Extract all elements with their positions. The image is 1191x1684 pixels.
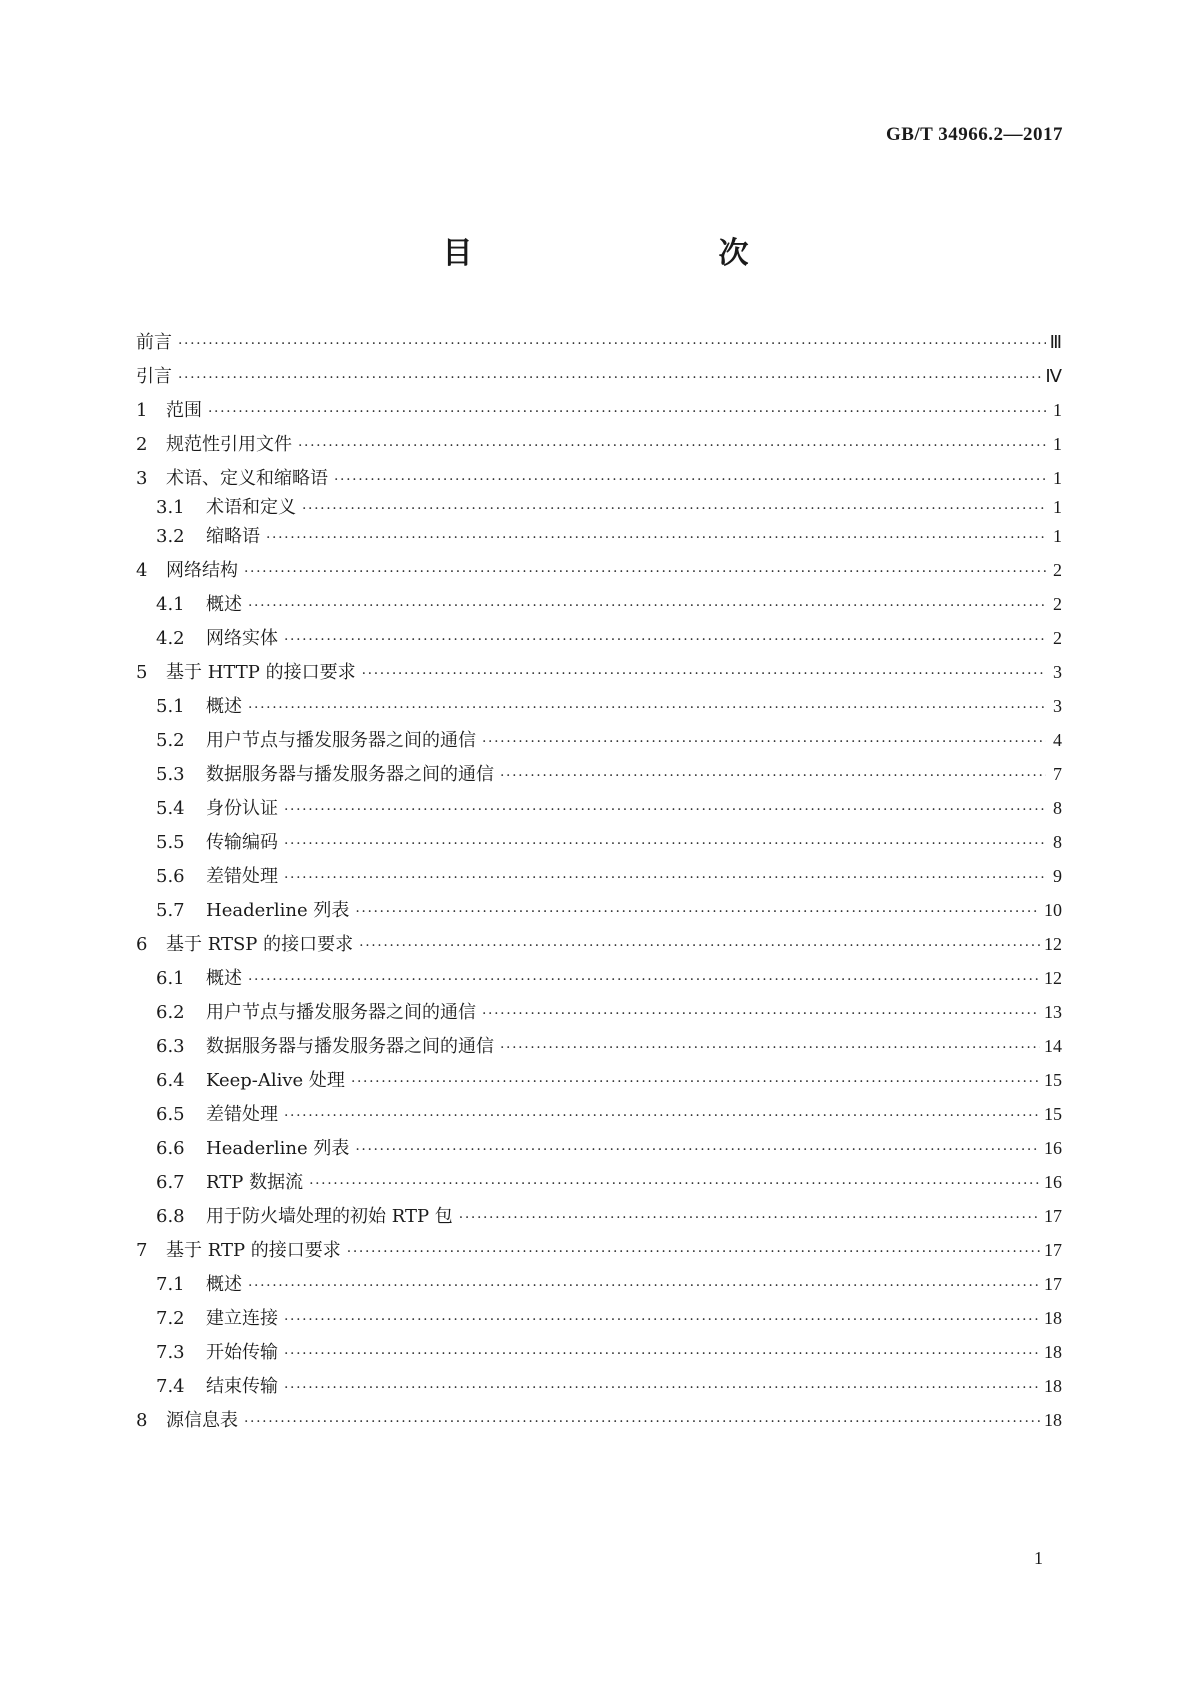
toc-entry-number: 5.7 — [156, 900, 185, 921]
toc-entry-title: 缩略语 — [206, 526, 260, 547]
toc-entry[interactable] — [156, 862, 1062, 892]
toc-entry-number: 7.1 — [156, 1274, 185, 1295]
toc-entry-title: 网络实体 — [206, 628, 278, 649]
toc-leader-dots — [459, 1210, 1040, 1226]
toc-entry[interactable] — [136, 658, 1062, 688]
toc-entry-title: 数据服务器与播发服务器之间的通信 — [206, 1036, 494, 1057]
toc-entry-title: 差错处理 — [206, 1104, 278, 1125]
toc-entry-title: 概述 — [206, 1274, 242, 1295]
toc-entry-number: 7.2 — [156, 1308, 185, 1329]
toc-entry-title: Keep-Alive 处理 — [206, 1070, 345, 1091]
toc-entry-page: 1 — [1053, 468, 1062, 488]
toc-entry-page: Ⅲ — [1049, 332, 1062, 352]
toc-leader-dots — [309, 1176, 1040, 1192]
toc-entry-number: 4.2 — [156, 628, 185, 649]
toc-leader-dots — [500, 1040, 1040, 1056]
toc-entry-title: 差错处理 — [206, 866, 278, 887]
toc-entry-page: 18 — [1044, 1342, 1062, 1362]
toc-leader-dots — [284, 1108, 1040, 1124]
toc-entry[interactable] — [136, 362, 1062, 392]
toc-entry[interactable] — [156, 1134, 1062, 1164]
toc-entry[interactable] — [156, 590, 1062, 620]
toc-entry-page: 2 — [1053, 594, 1062, 614]
toc-entry-page: 13 — [1044, 1002, 1062, 1022]
toc-entry-title: 基于 RTSP 的接口要求 — [166, 934, 354, 955]
toc-entry[interactable] — [136, 430, 1062, 460]
toc-leader-dots — [178, 336, 1046, 352]
toc-entry-page: 9 — [1053, 866, 1062, 886]
toc-entry-page: 18 — [1044, 1410, 1062, 1430]
toc-leader-dots — [284, 632, 1046, 648]
toc-entry-number: 4.1 — [156, 594, 185, 615]
toc-entry[interactable] — [156, 794, 1062, 824]
toc-entry-page: 3 — [1053, 662, 1062, 682]
toc-leader-dots — [298, 438, 1046, 454]
toc-entry[interactable] — [156, 1032, 1062, 1062]
toc-entry-page: 2 — [1053, 560, 1062, 580]
toc-entry-number: 4 — [136, 560, 148, 581]
toc-entry-title: 网络结构 — [166, 560, 238, 581]
toc-leader-dots — [284, 1346, 1040, 1362]
toc-entry-number: 5 — [136, 662, 148, 683]
toc-entry[interactable] — [156, 1338, 1062, 1368]
toc-leader-dots — [248, 1278, 1040, 1294]
toc-leader-dots — [284, 1312, 1040, 1328]
toc-entry-page: 4 — [1053, 730, 1062, 750]
toc-leader-dots — [208, 404, 1046, 420]
toc-entry-number: 8 — [136, 1410, 148, 1431]
toc-entry-number: 6 — [136, 934, 148, 955]
toc-entry[interactable] — [156, 1066, 1062, 1096]
toc-entry-title: 规范性引用文件 — [166, 434, 292, 455]
toc-entry-title: 术语和定义 — [206, 497, 296, 518]
toc-entry[interactable] — [136, 930, 1062, 960]
toc-entry[interactable] — [156, 964, 1062, 994]
toc-entry[interactable] — [156, 828, 1062, 858]
toc-leader-dots — [244, 564, 1046, 580]
toc-entry-title: 术语、定义和缩略语 — [166, 468, 328, 489]
toc-leader-dots — [284, 836, 1046, 852]
toc-entry-page: Ⅳ — [1045, 366, 1062, 386]
toc-entry[interactable] — [156, 624, 1062, 654]
toc-entry-number: 6.1 — [156, 968, 185, 989]
toc-leader-dots — [351, 1074, 1040, 1090]
toc-entry-number: 6.3 — [156, 1036, 185, 1057]
toc-entry-page: 2 — [1053, 628, 1062, 648]
toc-entry-page: 8 — [1053, 798, 1062, 818]
toc-entry-page: 16 — [1044, 1172, 1062, 1192]
toc-entry[interactable] — [156, 1304, 1062, 1334]
toc-entry[interactable] — [156, 726, 1062, 756]
toc-leader-dots — [248, 972, 1040, 988]
toc-entry-page: 1 — [1053, 497, 1062, 517]
toc-entry[interactable] — [156, 896, 1062, 926]
toc-entry-number: 5.1 — [156, 696, 185, 717]
toc-entry[interactable] — [156, 1168, 1062, 1198]
toc-entry-title: 范围 — [166, 400, 202, 421]
toc-entry[interactable] — [136, 556, 1062, 586]
toc-entry-title: 结束传输 — [206, 1376, 278, 1397]
toc-entry-number: 7 — [136, 1240, 148, 1261]
toc-leader-dots — [284, 870, 1046, 886]
toc-entry-page: 1 — [1053, 434, 1062, 454]
toc-entry-title: 用于防火墙处理的初始 RTP 包 — [206, 1206, 453, 1227]
toc-entry-page: 15 — [1044, 1070, 1062, 1090]
toc-entry-title: 引言 — [136, 366, 172, 387]
toc-entry[interactable] — [156, 1372, 1062, 1402]
toc-leader-dots — [482, 734, 1046, 750]
toc-leader-dots — [302, 501, 1046, 517]
toc-entry-page: 17 — [1044, 1240, 1062, 1260]
toc-entry-title: Headerline 列表 — [206, 900, 350, 921]
toc-entry-page: 17 — [1044, 1274, 1062, 1294]
toc-entry[interactable] — [156, 522, 1062, 552]
toc-entry-title: 开始传输 — [206, 1342, 278, 1363]
toc-entry-page: 8 — [1053, 832, 1062, 852]
toc-entry-title: 建立连接 — [206, 1308, 278, 1329]
toc-entry[interactable] — [136, 1236, 1062, 1266]
toc-entry-number: 5.4 — [156, 798, 185, 819]
toc-entry-number: 5.5 — [156, 832, 185, 853]
toc-entry-page: 15 — [1044, 1104, 1062, 1124]
toc-entry-number: 5.6 — [156, 866, 185, 887]
toc-entry-number: 6.4 — [156, 1070, 185, 1091]
toc-entry[interactable] — [136, 464, 1062, 494]
toc-entry-page: 18 — [1044, 1308, 1062, 1328]
toc-entry-page: 12 — [1044, 968, 1062, 988]
toc-leader-dots — [355, 904, 1040, 920]
toc-entry-number: 5.3 — [156, 764, 185, 785]
toc-entry-page: 14 — [1044, 1036, 1062, 1056]
toc-entry-title: 基于 RTP 的接口要求 — [166, 1240, 341, 1261]
toc-entry[interactable] — [136, 396, 1062, 426]
toc-leader-dots — [347, 1244, 1040, 1260]
toc-entry-number: 3.1 — [156, 497, 185, 518]
toc-entry-page: 18 — [1044, 1376, 1062, 1396]
toc-entry-number: 6.8 — [156, 1206, 185, 1227]
toc-entry-number: 1 — [136, 400, 148, 421]
toc-entry[interactable] — [136, 1406, 1062, 1436]
toc-entry[interactable] — [136, 328, 1062, 358]
toc-entry-title: RTP 数据流 — [206, 1172, 304, 1193]
toc-entry-number: 3.2 — [156, 526, 185, 547]
toc-entry-title: 身份认证 — [206, 798, 278, 819]
toc-entry[interactable] — [156, 760, 1062, 790]
page-title: 目 次 — [442, 236, 811, 271]
toc-leader-dots — [359, 938, 1040, 954]
toc-entry-number: 6.6 — [156, 1138, 185, 1159]
toc-entry-title: Headerline 列表 — [206, 1138, 350, 1159]
toc-entry-number: 7.4 — [156, 1376, 185, 1397]
toc-leader-dots — [244, 1414, 1040, 1430]
toc-leader-dots — [482, 1006, 1040, 1022]
toc-entry-title: 前言 — [136, 332, 172, 353]
toc-entry-number: 2 — [136, 434, 148, 455]
toc-entry-number: 5.2 — [156, 730, 185, 751]
toc-leader-dots — [266, 530, 1046, 546]
toc-entry[interactable] — [156, 998, 1062, 1028]
toc-entry-title: 用户节点与播发服务器之间的通信 — [206, 730, 476, 751]
toc-entry[interactable] — [156, 1270, 1062, 1300]
toc-entry-title: 概述 — [206, 696, 242, 717]
toc-entry-title: 用户节点与播发服务器之间的通信 — [206, 1002, 476, 1023]
toc-entry-title: 源信息表 — [166, 1410, 238, 1431]
toc-entry-number: 7.3 — [156, 1342, 185, 1363]
toc-leader-dots — [500, 768, 1046, 784]
toc-entry[interactable] — [156, 1100, 1062, 1130]
toc-entry-title: 基于 HTTP 的接口要求 — [166, 662, 356, 683]
toc-entry-page: 10 — [1044, 900, 1062, 920]
toc-leader-dots — [248, 598, 1046, 614]
toc-leader-dots — [178, 370, 1041, 386]
toc-leader-dots — [284, 802, 1046, 818]
toc-entry-page: 17 — [1044, 1206, 1062, 1226]
toc-entry-page: 1 — [1053, 526, 1062, 546]
toc-entry-title: 概述 — [206, 968, 242, 989]
toc-leader-dots — [334, 472, 1046, 488]
toc-entry-title: 传输编码 — [206, 832, 278, 853]
toc-entry-number: 6.7 — [156, 1172, 185, 1193]
toc-leader-dots — [355, 1142, 1040, 1158]
toc-entry[interactable] — [156, 692, 1062, 722]
toc-entry-page: 1 — [1053, 400, 1062, 420]
toc-entry[interactable] — [156, 493, 1062, 523]
toc-leader-dots — [248, 700, 1046, 716]
toc-entry-page: 7 — [1053, 764, 1062, 784]
toc-entry-number: 3 — [136, 468, 148, 489]
toc-entry-page: 3 — [1053, 696, 1062, 716]
toc-entry-title: 概述 — [206, 594, 242, 615]
toc-entry-number: 6.5 — [156, 1104, 185, 1125]
toc-entry-number: 6.2 — [156, 1002, 185, 1023]
standard-code: GB/T 34966.2—2017 — [885, 124, 1063, 145]
toc-leader-dots — [362, 666, 1046, 682]
page-number: 1 — [1034, 1548, 1043, 1568]
toc-entry-title: 数据服务器与播发服务器之间的通信 — [206, 764, 494, 785]
toc-leader-dots — [284, 1380, 1040, 1396]
toc-entry-page: 16 — [1044, 1138, 1062, 1158]
toc-entry-page: 12 — [1044, 934, 1062, 954]
toc-entry[interactable] — [156, 1202, 1062, 1232]
